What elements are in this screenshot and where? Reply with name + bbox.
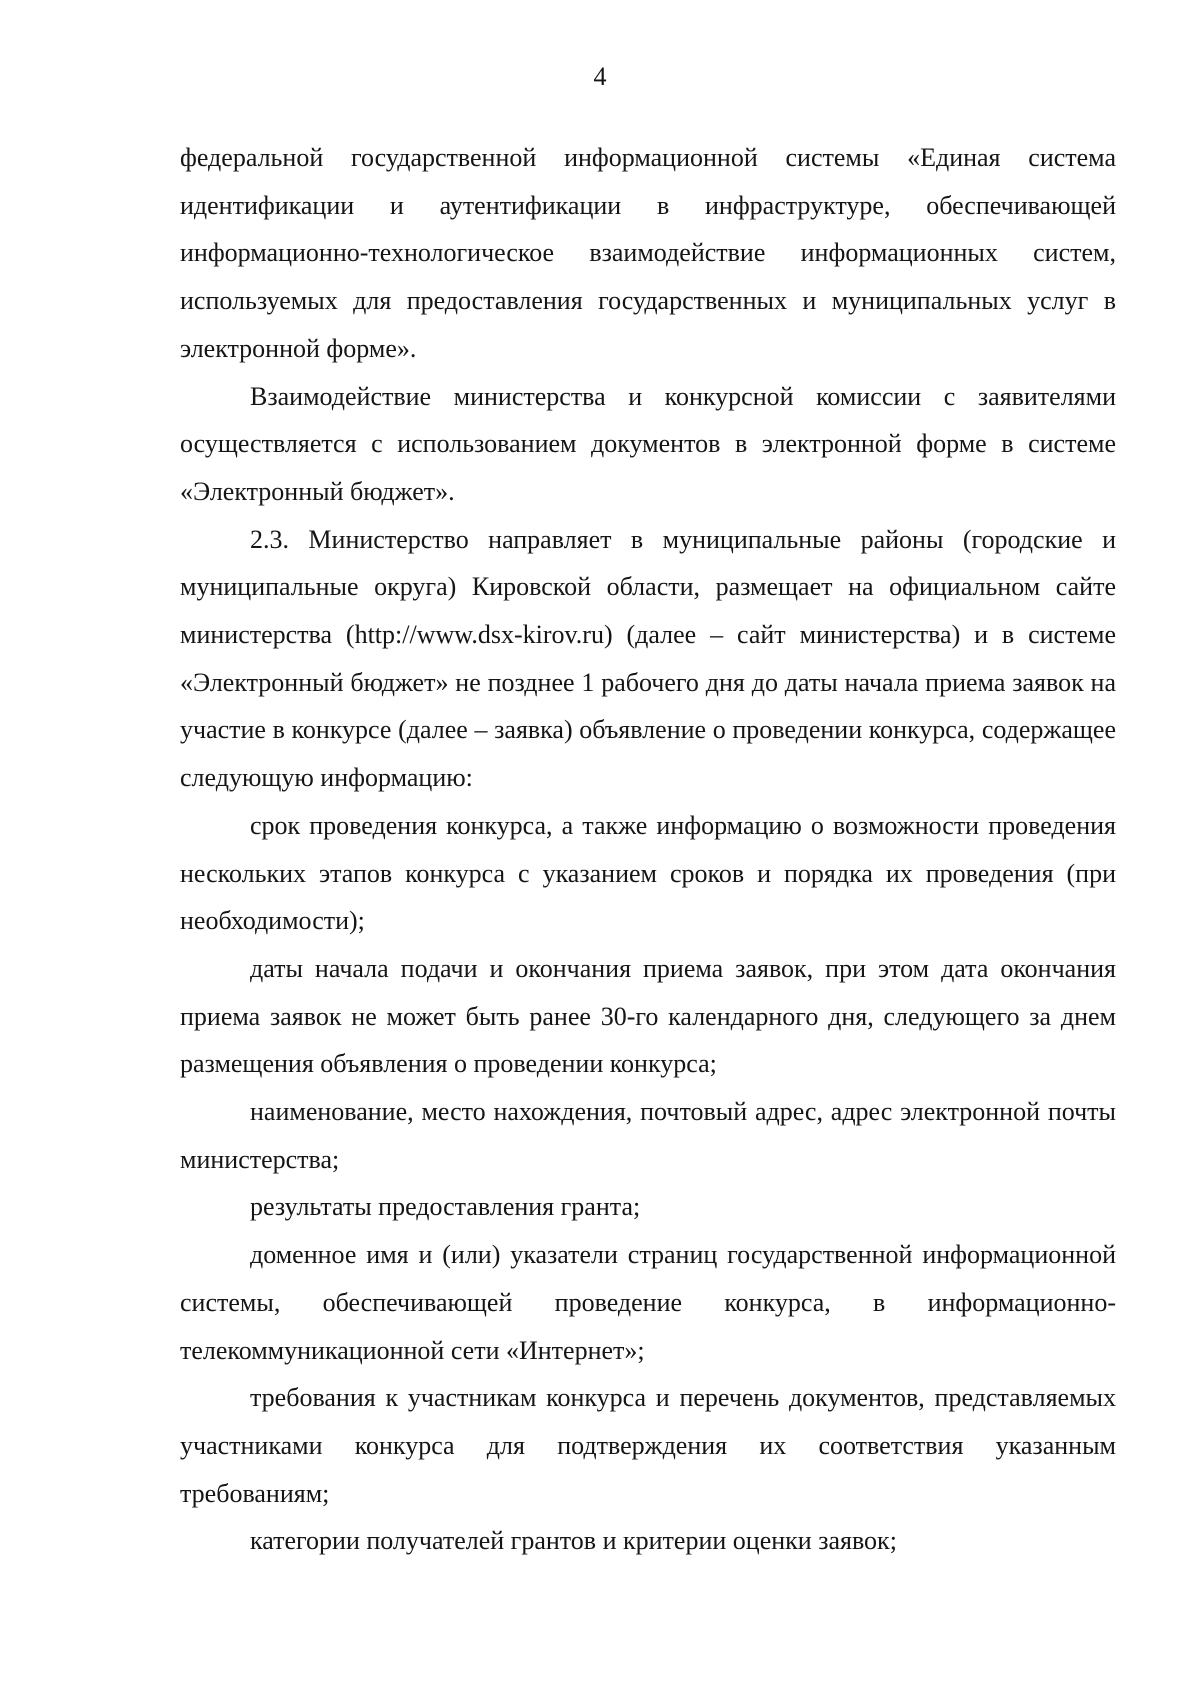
- paragraph-interaction: Взаимодействие министерства и конкурсной комиссии с заявителями осуществляется с использованием документов в электронной форме в системе «Электронный бюджет».: [180, 381, 1116, 506]
- document-body: [180, 134, 1116, 1565]
- list-item-contest-period: срок проведения конкурса, а также информацию о возможности проведения нескольких этапов конкурса с указанием сроков и порядка их проведения (при необходимости);: [180, 810, 1116, 936]
- list-item-recipient-categories: категории получателей грантов и критерии оценки заявок;: [250, 1526, 897, 1556]
- list-item-grant-results: результаты предоставления гранта;: [250, 1192, 641, 1222]
- paragraph-esia-continuation: федеральной государственной информационной системы «Единая система идентификации и аутентификации в инфраструктуре, обеспечивающей информационно-технологическое взаимодействие информационных систем, используемых для предоставления государственных и муниципальных услуг в электронной форме».: [180, 143, 1116, 363]
- list-item-application-dates: даты начала подачи и окончания приема заявок, при этом дата окончания приема заявок не может быть ранее 30-го календарного дня, следующего за днем размещения объявления о проведении конкурса;: [180, 953, 1116, 1079]
- page-number: 4: [593, 62, 607, 91]
- paragraph-clause-2-3: 2.3. Министерство направляет в муниципальные районы (городские и муниципальные округа) Кировской области, размещает на официальном сайте министерства (http://www.dsx-kirov.ru) (далее – сайт министерства) и в системе «Электронный бюджет» не позднее 1 рабочего дня до даты начала приема заявок на участие в конкурсе (далее – заявка) объявление о проведении конкурса, содержащее следующую информацию:: [180, 524, 1116, 793]
- list-item-domain-name: доменное имя и (или) указатели страниц государственной информационной системы, обеспечивающей проведение конкурса, в информационно-телекоммуникационной сети «Интернет»;: [180, 1240, 1116, 1365]
- list-item-ministry-contacts: наименование, место нахождения, почтовый адрес, адрес электронной почты министерства;: [180, 1097, 1116, 1174]
- list-item-participant-requirements: требования к участникам конкурса и перечень документов, представляемых участниками конкурса для подтверждения их соответствия указанным требованиям;: [180, 1383, 1116, 1508]
